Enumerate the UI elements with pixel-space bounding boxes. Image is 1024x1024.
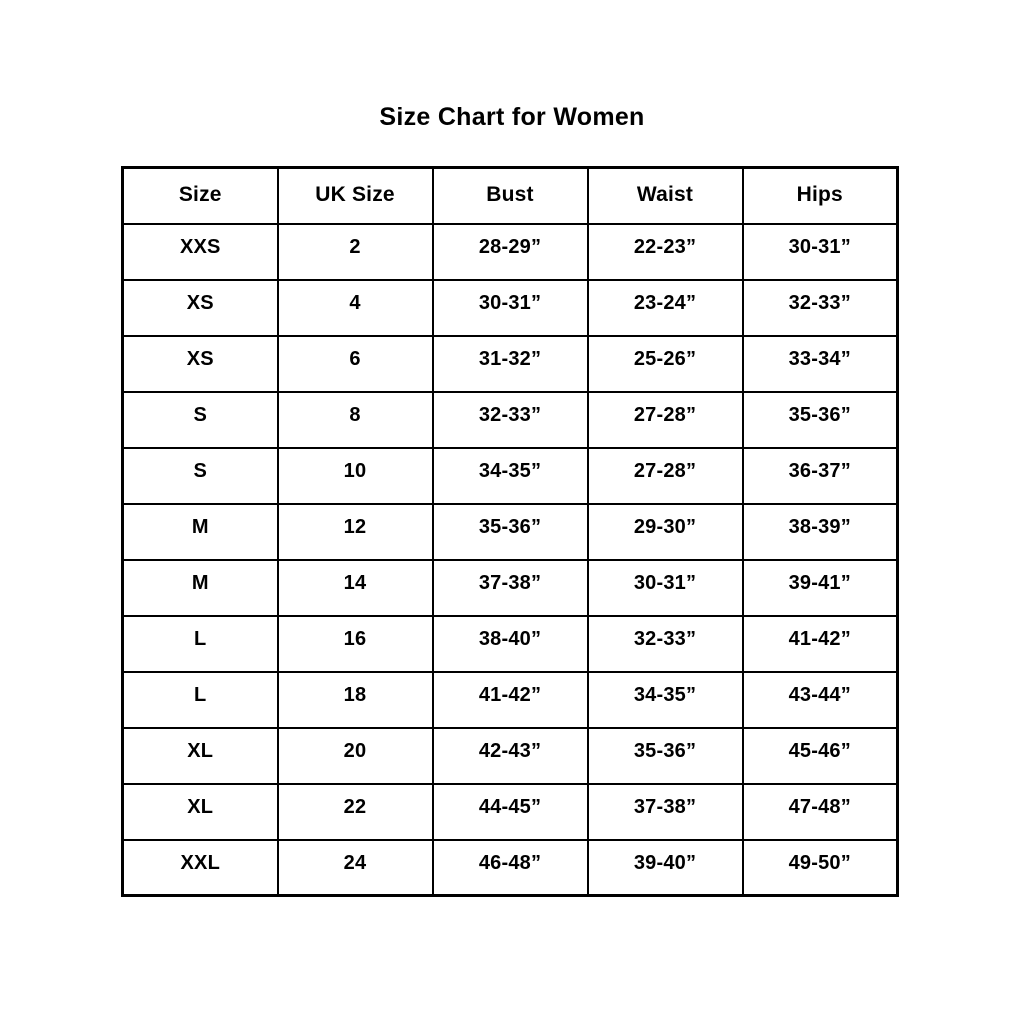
table-row [123,224,898,280]
table-cell: M [123,560,278,616]
table-cell: XS [123,336,278,392]
table-cell: 8 [278,392,433,448]
table-cell: 47-48” [743,784,898,840]
table-cell: 43-44” [743,672,898,728]
table-cell: 18 [278,672,433,728]
table-cell: S [123,392,278,448]
page-title: Size Chart for Women [379,103,645,131]
table-cell: 34-35” [588,672,743,728]
table-cell: 16 [278,616,433,672]
column-header-hips: Hips [743,168,898,224]
table-row [123,504,898,560]
table-row [123,784,898,840]
table-row [123,616,898,672]
table-cell: L [123,616,278,672]
table-cell: 25-26” [588,336,743,392]
table-cell: 42-43” [433,728,588,784]
table-cell: 44-45” [433,784,588,840]
table-cell: 6 [278,336,433,392]
table-row [123,448,898,504]
table-cell: M [123,504,278,560]
table-cell: 37-38” [433,560,588,616]
table-cell: 36-37” [743,448,898,504]
column-header-bust: Bust [433,168,588,224]
table-row [123,392,898,448]
table-cell: 32-33” [588,616,743,672]
table-cell: 27-28” [588,448,743,504]
table-cell: 22-23” [588,224,743,280]
table-cell: 23-24” [588,280,743,336]
table-cell: 45-46” [743,728,898,784]
table-row [123,728,898,784]
table-cell: 32-33” [433,392,588,448]
table-cell: 4 [278,280,433,336]
table-cell: 33-34” [743,336,898,392]
table-cell: XL [123,784,278,840]
table-cell: 30-31” [588,560,743,616]
column-header-size: Size [123,168,278,224]
table-cell: 2 [278,224,433,280]
table-cell: 28-29” [433,224,588,280]
table-row [123,672,898,728]
table-cell: 35-36” [433,504,588,560]
table-cell: 41-42” [433,672,588,728]
table-cell: XXL [123,840,278,896]
table-cell: S [123,448,278,504]
table-cell: 29-30” [588,504,743,560]
table-cell: 38-40” [433,616,588,672]
table-row [123,336,898,392]
table-body [123,224,898,896]
table-cell: 10 [278,448,433,504]
table-cell: 30-31” [743,224,898,280]
table-cell: 24 [278,840,433,896]
table-cell: 20 [278,728,433,784]
table-cell: L [123,672,278,728]
table-header-row [123,168,898,224]
table-cell: 39-40” [588,840,743,896]
table-row [123,840,898,896]
table-cell: 32-33” [743,280,898,336]
table-cell: 35-36” [588,728,743,784]
table-cell: 35-36” [743,392,898,448]
table-row [123,280,898,336]
column-header-waist: Waist [588,168,743,224]
table-cell: XL [123,728,278,784]
table-cell: 39-41” [743,560,898,616]
table-cell: 22 [278,784,433,840]
table-cell: XXS [123,224,278,280]
table-cell: 49-50” [743,840,898,896]
table-cell: 37-38” [588,784,743,840]
table-cell: XS [123,280,278,336]
size-chart-table [121,166,899,897]
table-cell: 46-48” [433,840,588,896]
table-cell: 30-31” [433,280,588,336]
table-cell: 31-32” [433,336,588,392]
table-cell: 27-28” [588,392,743,448]
column-header-uk-size: UK Size [278,168,433,224]
table-cell: 34-35” [433,448,588,504]
table-cell: 41-42” [743,616,898,672]
table-cell: 12 [278,504,433,560]
table-cell: 38-39” [743,504,898,560]
table-cell: 14 [278,560,433,616]
table-row [123,560,898,616]
